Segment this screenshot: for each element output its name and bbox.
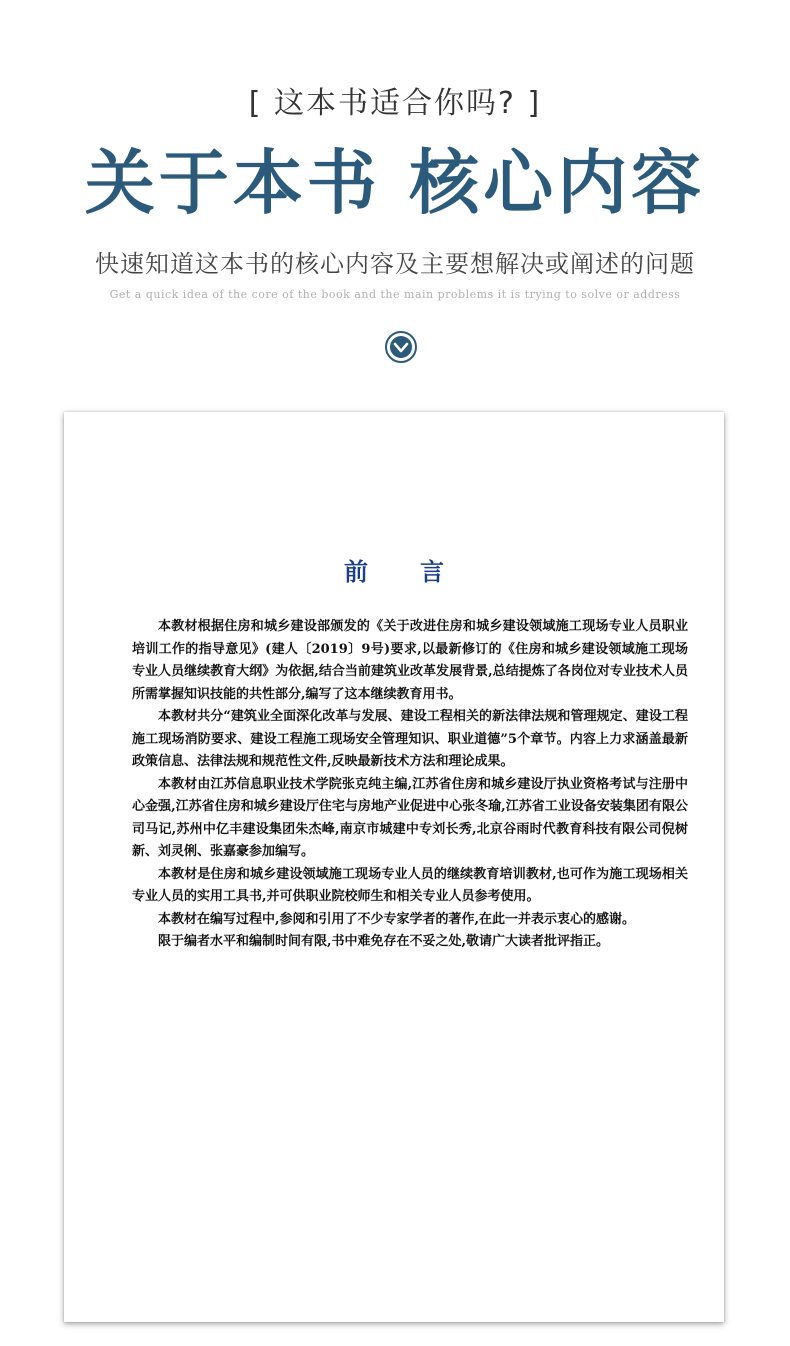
paragraph: 本教材根据住房和城乡建设部颁发的《关于改进住房和城乡建设领域施工现场专业人员职业培训工作的指导意见》(建人〔2019〕9号)要求,以最新修订的《住房和城乡建设领域施工现场专业人员继续教育大纲》为依据,结合当前建筑业改革发展背景,总结提炼了各岗位对专业技术人员所需掌握知识技能的共性部分,编写了这本继续教育用书。	[132, 619, 688, 702]
paragraph: 限于编者水平和编制时间有限,书中难免存在不妥之处,敬请广大读者批评指正。	[158, 934, 610, 949]
paragraph: 本教材由江苏信息职业技术学院张克纯主编,江苏省住房和城乡建设厅执业资格考试与注册中心金强,江苏省住房和城乡建设厅住宅与房地产业促进中心张冬瑜,江苏省工业设备安装集团有限公司马记,苏州中亿丰建设集团朱杰峰,南京市城建中专刘长秀,北京谷雨时代教育科技有限公司倪树新、刘灵俐、张嘉豪参加编写。	[132, 776, 688, 859]
subtitle: 快速知道这本书的核心内容及主要想解决或阐述的问题	[95, 250, 695, 278]
paragraph: 本教材是住房和城乡建设领域施工现场专业人员的继续教育培训教材,也可作为施工现场相关专业人员的实用工具书,并可供职业院校师生和相关专业人员参考使用。	[132, 866, 688, 904]
header-section	[0, 0, 790, 400]
paragraph: 本教材在编写过程中,参阅和引用了不少专家学者的著作,在此一并表示衷心的感谢。	[158, 911, 636, 927]
kicker-heading: [ 这本书适合你吗? ]	[248, 86, 542, 121]
preface-body	[132, 616, 688, 954]
headline: 关于本书 核心内容	[84, 141, 706, 224]
paragraph: 本教材共分“建筑业全面深化改革与发展、建设工程相关的新法律法规和管理规定、建设工程施工现场消防要求、建设工程施工现场安全管理知识、职业道德”5个章节。内容上力求涵盖最新政策信息、法律法规和规范性文件,反映最新技术方法和理论成果。	[132, 709, 688, 769]
subtitle-english: Get a quick idea of the core of the book and the main problems it is trying to solve or address	[109, 288, 681, 301]
chevron-down-circle-icon[interactable]	[384, 330, 418, 364]
document-page	[64, 412, 724, 1322]
preface-title: 前言	[344, 557, 496, 586]
